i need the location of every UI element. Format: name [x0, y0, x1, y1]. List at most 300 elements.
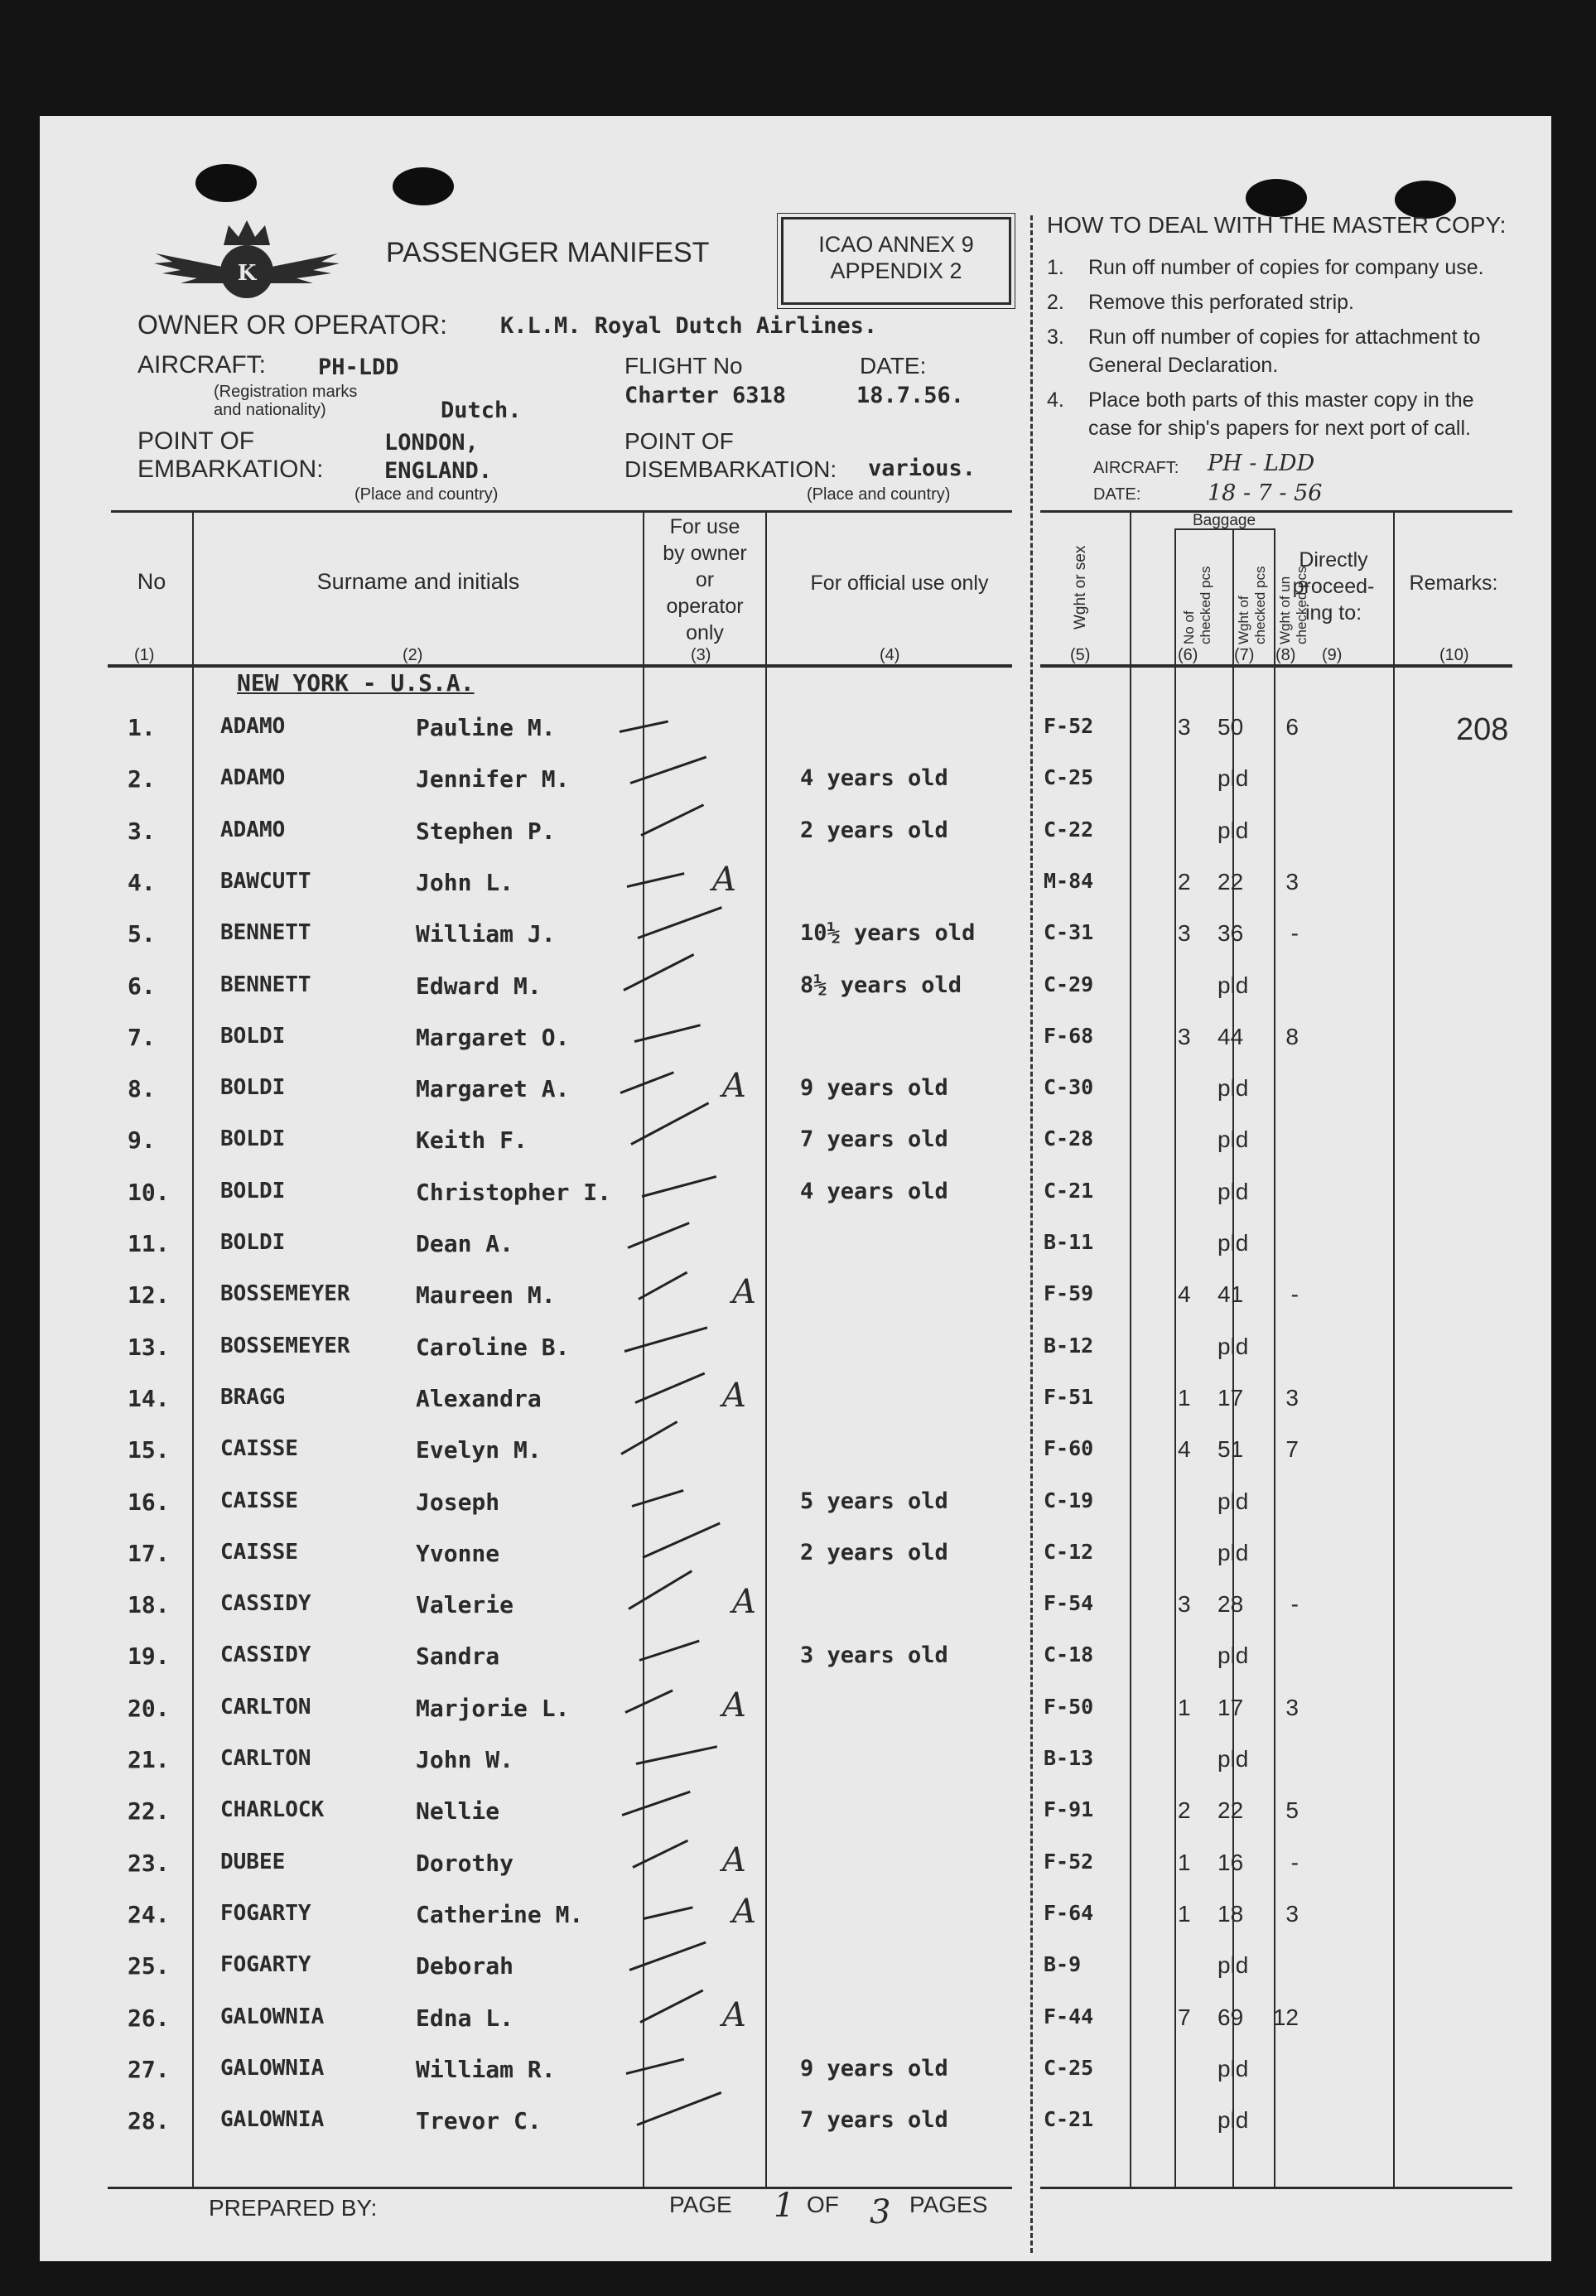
checked-off-mark [620, 1071, 673, 1094]
handwritten-mark: A [722, 1376, 746, 1415]
row-number: 10. [128, 1178, 170, 1206]
weight-or-sex: C-25 [1044, 765, 1094, 790]
checked-weight: pld [1217, 1075, 1249, 1102]
handwritten-mark: A [722, 1686, 746, 1724]
passenger-surname: BAWCUTT [220, 868, 311, 894]
passenger-surname: CAISSE [220, 1488, 298, 1513]
col-number: (2) [403, 646, 423, 664]
passenger-given-names: Joseph [416, 1488, 500, 1516]
checked-off-mark [644, 1906, 693, 1920]
checked-weight: pld [1217, 817, 1249, 843]
instructions-title: HOW TO DEAL WITH THE MASTER COPY: [1047, 212, 1507, 238]
embark-label [137, 427, 323, 484]
row-number: 25. [128, 1952, 170, 1980]
weight-or-sex: F-52 [1044, 714, 1094, 738]
official-note: 2 years old [800, 1539, 948, 1565]
checked-weight: 22 [1217, 1797, 1244, 1824]
col-header-baggage: Baggage [1192, 512, 1256, 529]
checked-weight: 51 [1217, 1436, 1244, 1463]
passenger-surname: CAISSE [220, 1436, 298, 1462]
checked-pieces: 4 [1178, 1436, 1191, 1463]
weight-or-sex: B-13 [1044, 1746, 1094, 1770]
handwritten-mark: A [712, 860, 736, 899]
col-divider [765, 512, 767, 2188]
checked-weight: pld [1217, 972, 1249, 998]
passenger-surname: ADAMO [220, 817, 286, 842]
row-number: 3. [128, 817, 156, 845]
passenger-surname: CASSIDY [220, 1642, 311, 1668]
weight-or-sex: F-44 [1044, 2004, 1094, 2028]
instruction-text-line: Run off number of copies for attachment to [1088, 326, 1481, 349]
disembark-label [624, 427, 837, 484]
instruction-text-line: case for ship's papers for next port of call. [1088, 417, 1471, 440]
checked-weight: 36 [1217, 920, 1244, 947]
unchecked-weight: 3 [1285, 1384, 1299, 1411]
destination-heading: NEW YORK - U.S.A. [237, 669, 475, 697]
checked-off-mark [637, 906, 722, 939]
page-label: PAGE [669, 2192, 732, 2217]
punch-hole [195, 164, 257, 202]
passenger-given-names: Deborah [416, 1952, 514, 1980]
col-header-owner-use [644, 514, 765, 646]
col-number: (5) [1070, 646, 1091, 664]
handwritten-mark: A [732, 1273, 756, 1312]
passenger-surname: CAISSE [220, 1539, 298, 1565]
row-number: 5. [128, 920, 156, 948]
remark-number: 208 [1456, 712, 1509, 747]
embark-label-line: EMBARKATION: [137, 456, 324, 483]
embark-label-line: POINT OF [137, 427, 255, 455]
passenger-given-names: Edna L. [416, 2004, 514, 2032]
embark-note: (Place and country) [354, 485, 499, 504]
passenger-given-names: Valerie [416, 1591, 514, 1619]
owner-value: K.L.M. Royal Dutch Airlines. [500, 313, 878, 339]
nationality-value: Dutch. [441, 398, 522, 423]
unchecked-weight: 5 [1285, 1797, 1299, 1824]
checked-weight: pld [1217, 1642, 1249, 1669]
row-number: 4. [128, 868, 156, 896]
passenger-given-names: Nellie [416, 1797, 500, 1826]
checked-pieces: 4 [1178, 1281, 1191, 1308]
checked-off-mark [639, 1989, 703, 2023]
weight-or-sex: F-52 [1044, 1849, 1094, 1874]
copy-aircraft-value: PH - LDD [1208, 451, 1315, 476]
checked-weight: 41 [1217, 1281, 1244, 1308]
checked-weight: pld [1217, 1126, 1249, 1153]
instruction-number: 1. [1047, 256, 1064, 279]
table-top-rule-right [1040, 510, 1512, 513]
col-header-line: operator [666, 595, 744, 618]
col-header-line: or [695, 568, 715, 591]
manifest-title: PASSENGER MANIFEST [386, 237, 710, 268]
checked-pieces: 1 [1178, 1384, 1191, 1411]
checked-weight: 17 [1217, 1694, 1244, 1720]
checked-pieces: 1 [1178, 1900, 1191, 1927]
footer-rule [108, 2187, 1012, 2189]
instruction-text: Run off number of copies for company use. [1088, 256, 1484, 279]
instruction-number: 3. [1047, 326, 1064, 349]
official-note: 7 years old [800, 2107, 948, 2134]
passenger-surname: BOLDI [220, 1230, 286, 1255]
checked-weight: pld [1217, 1746, 1249, 1772]
embark-value-line: ENGLAND. [384, 458, 493, 484]
checked-off-mark [632, 1839, 688, 1868]
disembark-label-line: DISEMBARKATION: [624, 456, 837, 482]
checked-off-mark [627, 1222, 689, 1249]
passenger-surname: BRAGG [220, 1384, 286, 1410]
checked-weight: 50 [1217, 714, 1244, 740]
passenger-given-names: Jennifer M. [416, 765, 570, 793]
checked-weight: 16 [1217, 1849, 1244, 1875]
checked-off-mark [630, 756, 707, 784]
handwritten-mark: A [722, 1840, 746, 1879]
flight-label: FLIGHT No [624, 353, 743, 379]
unchecked-weight: 8 [1285, 1023, 1299, 1049]
col-header-line: No of [1181, 610, 1197, 644]
unchecked-weight: - [1290, 920, 1299, 947]
passenger-given-names: Sandra [416, 1642, 500, 1671]
row-number: 24. [128, 1900, 170, 1928]
punch-hole [393, 167, 454, 205]
date-label: DATE: [860, 353, 927, 379]
col-header-line: Wght of un [1277, 576, 1293, 644]
aircraft-value: PH-LDD [318, 355, 399, 380]
passenger-given-names: Caroline B. [416, 1333, 570, 1361]
checked-weight: pld [1217, 1539, 1249, 1565]
col-number: (8) [1275, 646, 1296, 664]
passenger-given-names: Evelyn M. [416, 1436, 542, 1464]
disembark-value: various. [868, 456, 976, 481]
passenger-given-names: Alexandra [416, 1384, 542, 1412]
official-note: 4 years old [800, 765, 948, 792]
passenger-given-names: Catherine M. [416, 1900, 584, 1928]
unchecked-weight: 6 [1285, 714, 1299, 740]
checked-weight: pld [1217, 765, 1249, 792]
passenger-surname: BOLDI [220, 1023, 286, 1049]
checked-weight: pld [1217, 1952, 1249, 1979]
col-header-line: For use [669, 515, 740, 538]
passenger-given-names: Margaret O. [416, 1023, 570, 1051]
handwritten-mark: A [732, 1892, 756, 1931]
row-number: 16. [128, 1488, 170, 1516]
col-divider [643, 512, 644, 2188]
aircraft-label: AIRCRAFT: [137, 351, 267, 379]
col-header-no: No [137, 569, 166, 594]
col-header-remarks: Remarks: [1409, 572, 1498, 595]
checked-off-mark [628, 1570, 692, 1609]
passenger-surname: FOGARTY [220, 1900, 311, 1926]
weight-or-sex: F-91 [1044, 1797, 1094, 1822]
disembark-note: (Place and country) [807, 485, 951, 504]
passenger-given-names: Pauline M. [416, 714, 556, 741]
row-number: 21. [128, 1746, 170, 1773]
row-number: 18. [128, 1591, 170, 1619]
unchecked-weight: 3 [1285, 1900, 1299, 1927]
col-header-line: only [686, 621, 724, 644]
row-number: 9. [128, 1126, 156, 1155]
unchecked-weight: 7 [1285, 1436, 1299, 1463]
row-number: 15. [128, 1436, 170, 1464]
prepared-by-label: PREPARED BY: [209, 2195, 378, 2221]
col-number: (10) [1439, 646, 1469, 664]
passenger-given-names: Maureen M. [416, 1281, 556, 1310]
weight-or-sex: M-84 [1044, 868, 1094, 893]
row-number: 1. [128, 714, 156, 741]
col-divider [1274, 528, 1275, 2188]
col-header-weight-sex: Wght or sex [1072, 545, 1089, 629]
passenger-given-names: John W. [416, 1746, 514, 1773]
checked-weight: 28 [1217, 1591, 1244, 1618]
official-note: 3 years old [800, 1642, 948, 1669]
weight-or-sex: B-11 [1044, 1230, 1094, 1254]
passenger-given-names: Christopher I. [416, 1178, 612, 1206]
instruction-text [1088, 386, 1474, 442]
registration-note-line: (Registration marks [214, 383, 358, 401]
header-bottom-rule [108, 664, 1012, 668]
checked-weight: 22 [1217, 868, 1244, 895]
weight-or-sex: C-18 [1044, 1642, 1094, 1667]
instruction-text-line: General Declaration. [1088, 354, 1279, 377]
checked-pieces: 3 [1178, 1023, 1191, 1049]
checked-weight: 69 [1217, 2004, 1244, 2030]
checked-off-mark [642, 1175, 717, 1198]
passenger-surname: GALOWNIA [220, 2004, 325, 2029]
weight-or-sex: F-64 [1044, 1900, 1094, 1925]
registration-note [214, 383, 357, 419]
col-header-line: Wght of [1236, 596, 1251, 644]
checked-weight: 17 [1217, 1384, 1244, 1411]
handwritten-mark: A [722, 1995, 746, 2034]
checked-off-mark [623, 953, 694, 991]
passenger-surname: BENNETT [220, 920, 311, 946]
checked-off-mark [634, 1372, 705, 1403]
date-value: 18.7.56. [856, 383, 965, 408]
checked-weight: pld [1217, 2055, 1249, 2081]
checked-weight: pld [1217, 1488, 1249, 1514]
unchecked-weight: - [1290, 1281, 1299, 1308]
col-header-line: checked pcs [1252, 566, 1268, 644]
perforated-strip-line [1030, 215, 1033, 2253]
row-number: 19. [128, 1642, 170, 1671]
passenger-surname: BOSSEMEYER [220, 1281, 350, 1307]
col-divider [1174, 528, 1176, 2188]
copy-date-value: 18 - 7 - 56 [1208, 480, 1323, 506]
passenger-given-names: William R. [416, 2055, 556, 2083]
row-number: 12. [128, 1281, 170, 1310]
col-number: (1) [134, 646, 155, 664]
official-note: 2 years old [800, 817, 948, 843]
embark-value [384, 429, 492, 485]
instruction-text: Remove this perforated strip. [1088, 291, 1354, 314]
official-note: 9 years old [800, 1075, 948, 1102]
passenger-given-names: Dean A. [416, 1230, 514, 1257]
checked-off-mark [627, 872, 685, 888]
official-note: 8½ years old [800, 972, 962, 998]
passenger-surname: CHARLOCK [220, 1797, 325, 1823]
annex-line: ICAO ANNEX 9 [818, 232, 974, 257]
col-number: (9) [1322, 646, 1343, 664]
unchecked-weight: - [1290, 1591, 1299, 1618]
row-number: 26. [128, 2004, 170, 2032]
passenger-given-names: John L. [416, 868, 514, 896]
checked-weight: pld [1217, 1333, 1249, 1359]
row-number: 7. [128, 1023, 156, 1051]
instruction-item [1047, 386, 1544, 442]
row-number: 22. [128, 1797, 170, 1826]
passenger-given-names: Keith F. [416, 1126, 528, 1155]
weight-or-sex: F-60 [1044, 1436, 1094, 1461]
checked-pieces: 2 [1178, 1797, 1191, 1824]
col-header-line: by owner [663, 542, 747, 565]
checked-off-mark [624, 1689, 673, 1713]
col-header-surname: Surname and initials [316, 569, 520, 594]
checked-off-mark [624, 1326, 708, 1353]
passenger-given-names: Edward M. [416, 972, 542, 1000]
row-number: 8. [128, 1075, 156, 1103]
row-number: 11. [128, 1230, 170, 1257]
checked-off-mark [642, 1522, 720, 1558]
instruction-text [1088, 323, 1480, 379]
manifest-sheet [40, 116, 1551, 2261]
of-label: OF [807, 2192, 839, 2217]
passenger-surname: BOLDI [220, 1178, 286, 1203]
col-header-line: checked pcs [1294, 566, 1309, 644]
checked-off-mark [639, 1640, 700, 1662]
col-number: (7) [1234, 646, 1255, 664]
disembark-label-line: POINT OF [624, 428, 734, 454]
passenger-surname: CARLTON [220, 1694, 311, 1720]
weight-or-sex: C-29 [1044, 972, 1094, 996]
row-number: 6. [128, 972, 156, 1000]
checked-off-mark [626, 2057, 685, 2074]
weight-or-sex: F-59 [1044, 1281, 1094, 1306]
passenger-given-names: Yvonne [416, 1539, 500, 1567]
svg-text:K: K [237, 261, 257, 286]
checked-pieces: 7 [1178, 2004, 1191, 2030]
col-divider [1130, 512, 1131, 2188]
col-header-no-checked [1181, 567, 1214, 645]
instructions-list [1047, 253, 1544, 442]
weight-or-sex: C-19 [1044, 1488, 1094, 1512]
col-number: (6) [1178, 646, 1198, 664]
unchecked-weight: 3 [1285, 1694, 1299, 1720]
copy-aircraft-label: AIRCRAFT: [1093, 459, 1179, 477]
weight-or-sex: B-9 [1044, 1952, 1082, 1977]
passenger-given-names: Stephen P. [416, 817, 556, 845]
checked-weight: pld [1217, 2107, 1249, 2134]
col-header-line: Directly [1299, 548, 1368, 572]
weight-or-sex: F-51 [1044, 1384, 1094, 1409]
col-header-line: ing to: [1304, 601, 1362, 625]
weight-or-sex: C-31 [1044, 920, 1094, 945]
passenger-surname: CARLTON [220, 1746, 311, 1771]
col-header-line: checked pcs [1198, 566, 1213, 644]
checked-weight: pld [1217, 1230, 1249, 1256]
weight-or-sex: B-12 [1044, 1333, 1094, 1358]
passenger-given-names: Margaret A. [416, 1075, 570, 1103]
handwritten-mark: A [722, 1067, 746, 1106]
checked-off-mark [622, 1791, 691, 1816]
checked-off-mark [636, 2091, 721, 2126]
row-number: 27. [128, 2055, 170, 2083]
klm-logo [147, 214, 346, 305]
passenger-surname: BOSSEMEYER [220, 1333, 350, 1358]
passenger-surname: BENNETT [220, 972, 311, 997]
weight-or-sex: F-50 [1044, 1694, 1094, 1719]
weight-or-sex: C-30 [1044, 1075, 1094, 1100]
owner-label: OWNER OR OPERATOR: [137, 310, 447, 340]
checked-pieces: 1 [1178, 1849, 1191, 1875]
pages-label: PAGES [909, 2192, 988, 2217]
row-number: 2. [128, 765, 156, 793]
checked-off-mark [638, 1271, 687, 1300]
weight-or-sex: C-21 [1044, 2107, 1094, 2132]
passenger-given-names: William J. [416, 920, 556, 948]
checked-pieces: 3 [1178, 920, 1191, 947]
official-note: 10½ years old [800, 920, 976, 947]
passenger-surname: CASSIDY [220, 1591, 311, 1617]
row-number: 13. [128, 1333, 170, 1361]
checked-off-mark [640, 803, 704, 837]
icao-annex-box [781, 217, 1011, 305]
col-number: (4) [880, 646, 900, 664]
passenger-surname: BOLDI [220, 1126, 286, 1152]
page-value: 1 [774, 2187, 795, 2225]
instruction-item [1047, 253, 1544, 282]
row-number: 14. [128, 1384, 170, 1412]
col-divider [192, 512, 194, 2188]
embark-value-line: LONDON, [384, 430, 479, 456]
checked-pieces: 3 [1178, 1591, 1191, 1618]
checked-pieces: 1 [1178, 1694, 1191, 1720]
col-header-official: For official use only [810, 572, 989, 595]
checked-off-mark [636, 1745, 717, 1765]
col-divider [1393, 512, 1395, 2188]
passenger-given-names: Marjorie L. [416, 1694, 570, 1722]
checked-weight: 44 [1217, 1023, 1244, 1049]
unchecked-weight: - [1290, 1849, 1299, 1875]
instruction-text-line: Place both parts of this master copy in the [1088, 388, 1474, 412]
checked-off-mark [629, 1941, 706, 1971]
weight-or-sex: C-28 [1044, 1126, 1094, 1151]
col-header-directly [1274, 547, 1393, 626]
official-note: 7 years old [800, 1126, 948, 1153]
passenger-surname: FOGARTY [220, 1952, 311, 1978]
passenger-surname: GALOWNIA [220, 2107, 325, 2133]
checked-off-mark [632, 1489, 684, 1507]
passenger-surname: ADAMO [220, 714, 286, 739]
instruction-item [1047, 323, 1544, 379]
checked-weight: pld [1217, 1178, 1249, 1204]
unchecked-weight: 12 [1272, 2004, 1299, 2030]
row-number: 28. [128, 2107, 170, 2135]
copy-date-label: DATE: [1093, 485, 1141, 504]
instruction-number: 2. [1047, 291, 1064, 314]
total-pages-value: 3 [870, 2193, 891, 2231]
unchecked-weight: 3 [1285, 868, 1299, 895]
checked-pieces: 3 [1178, 714, 1191, 740]
row-number: 20. [128, 1694, 170, 1722]
weight-or-sex: C-22 [1044, 817, 1094, 842]
official-note: 4 years old [800, 1178, 948, 1204]
passenger-surname: GALOWNIA [220, 2055, 325, 2081]
footer-rule-right [1040, 2187, 1512, 2189]
weight-or-sex: F-68 [1044, 1023, 1094, 1048]
weight-or-sex: C-25 [1044, 2055, 1094, 2080]
official-note: 5 years old [800, 1488, 948, 1514]
col-header-wght-checked [1236, 567, 1269, 645]
instruction-number: 4. [1047, 388, 1064, 412]
